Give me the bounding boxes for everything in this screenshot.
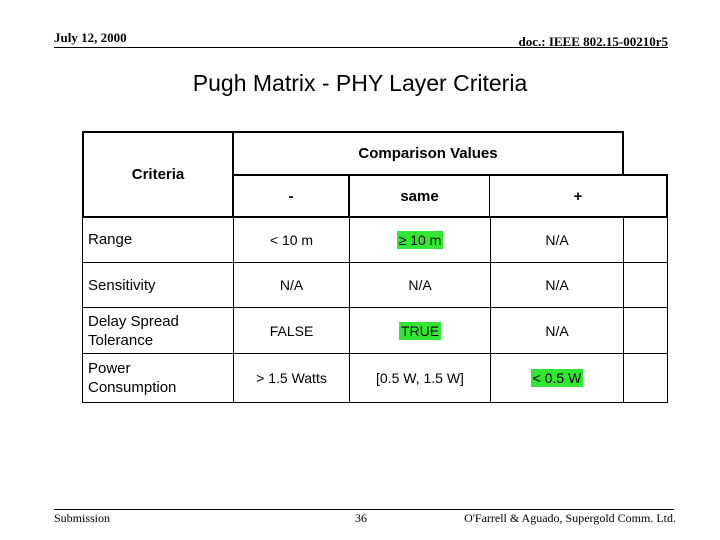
header-doc-id: doc.: IEEE 802.15-00210r5 xyxy=(518,34,668,49)
subheader-minus: - xyxy=(288,187,294,205)
row-label-range: Range xyxy=(88,231,133,248)
table-border xyxy=(82,216,83,403)
highlight-marker: TRUE xyxy=(400,322,440,339)
highlight-marker: < 0.5 W xyxy=(532,370,582,386)
delay-spread-minus: FALSE xyxy=(269,322,314,339)
highlight-marker: ≥ 10 m xyxy=(398,231,442,248)
sensitivity-plus: N/A xyxy=(545,277,569,293)
table-border xyxy=(623,216,624,403)
row-label-sensitivity: Sensitivity xyxy=(88,276,156,294)
header-rule xyxy=(54,47,668,48)
footer-submission: Submission xyxy=(54,511,111,525)
delay-spread-plus: N/A xyxy=(545,322,569,339)
row-label-delay-spread-tolerance: Delay Spread Tolerance xyxy=(88,312,179,349)
table-border xyxy=(622,131,624,176)
footer-rule xyxy=(54,509,674,510)
table-border xyxy=(666,174,668,218)
subheader-same: same xyxy=(400,187,439,205)
range-minus: < 10 m xyxy=(269,231,314,248)
range-plus: N/A xyxy=(545,231,569,248)
delay-spread-same xyxy=(350,308,490,353)
footer-authors: O'Farrell & Aguado, Supergold Comm. Ltd. xyxy=(464,511,676,525)
footer-page-number: 36 xyxy=(355,511,367,525)
power-plus xyxy=(491,354,623,402)
sensitivity-minus: N/A xyxy=(279,277,304,293)
slide-title: Pugh Matrix - PHY Layer Criteria xyxy=(192,70,528,96)
comparison-values-header: Comparison Values xyxy=(358,145,498,162)
sensitivity-same: N/A xyxy=(408,277,432,293)
subheader-plus: + xyxy=(573,187,583,205)
power-same: [0.5 W, 1.5 W] xyxy=(376,370,464,386)
header-date: July 12, 2000 xyxy=(54,30,127,45)
row-label-power-consumption: Power Consumption xyxy=(88,360,177,396)
range-same xyxy=(350,217,490,262)
table-border xyxy=(82,402,668,403)
criteria-header: Criteria xyxy=(131,166,185,183)
table-border xyxy=(667,216,668,403)
power-minus: > 1.5 Watts xyxy=(256,370,327,386)
